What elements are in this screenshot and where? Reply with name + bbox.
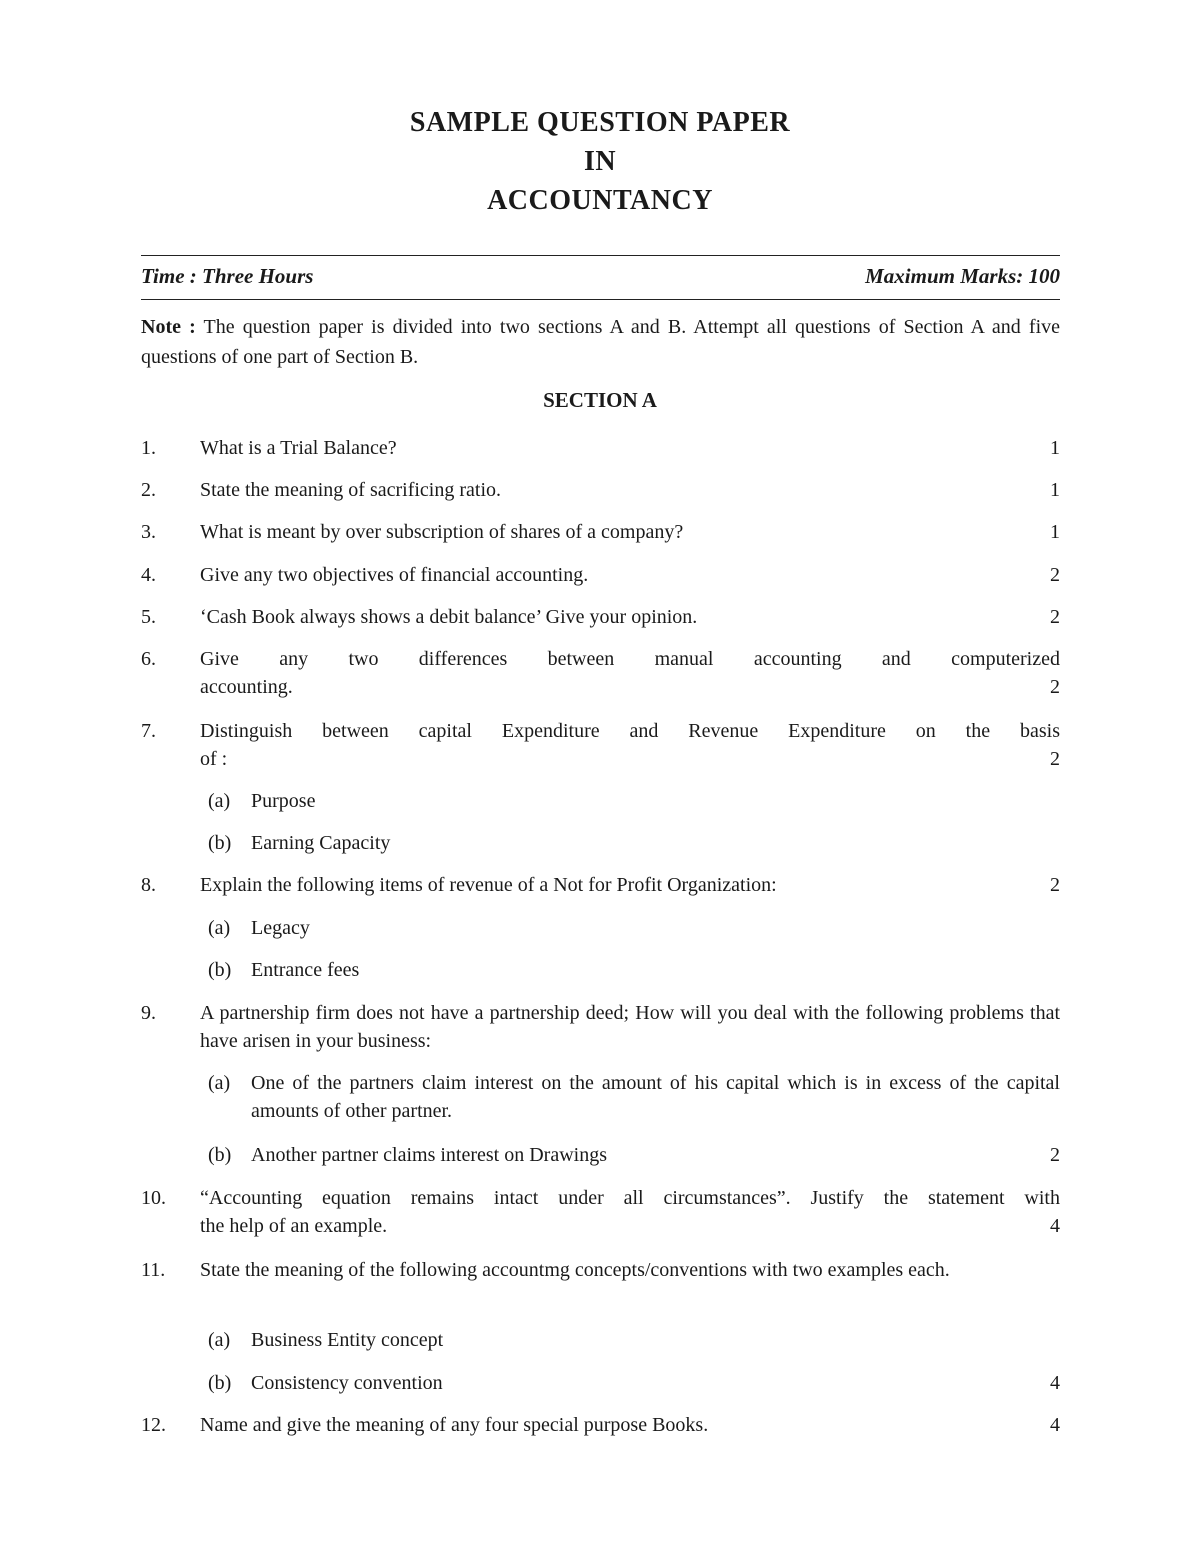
paper-title-line3: ACCOUNTANCY	[487, 185, 713, 216]
question-marks: 4	[1050, 1215, 1060, 1237]
instructions-note	[141, 312, 1060, 372]
paper-title-line1: SAMPLE QUESTION PAPER	[409, 107, 791, 138]
sub-question-text: Earning Capacity	[251, 832, 391, 854]
question-2	[141, 476, 1060, 504]
sub-question	[208, 1069, 1060, 1125]
sub-question	[208, 787, 1060, 815]
question-number: 9.	[141, 1002, 156, 1024]
question-text: State the meaning of sacrificing ratio.	[200, 479, 502, 501]
note-text: The question paper is divided into two sections A and B. Attempt all questions of Section A and five questions of one part of Section B.	[141, 316, 1061, 368]
max-marks-label: Maximum Marks: 100	[865, 264, 1060, 288]
question-text-line1: Give any two differences between manual accounting and computerized	[200, 648, 1060, 670]
question-11	[141, 1256, 1060, 1284]
question-number: 7.	[141, 720, 156, 742]
sub-question	[208, 1141, 1060, 1169]
sub-question-marks: 2	[1050, 1144, 1060, 1166]
question-number: 5.	[141, 606, 156, 628]
question-marks: 2	[1050, 606, 1060, 628]
question-number: 4.	[141, 564, 156, 586]
sub-question-label: (b)	[208, 1372, 232, 1394]
question-number: 12.	[141, 1414, 166, 1436]
question-number: 11.	[141, 1259, 166, 1281]
sub-question-text: One of the partners claim interest on the amount of his capital which is in excess of the capital amounts of other partner.	[251, 1072, 1060, 1122]
question-text-line1: “Accounting equation remains intact under all circumstances”. Justify the statement with	[200, 1187, 1060, 1209]
question-marks: 2	[1050, 564, 1060, 586]
question-1	[141, 434, 1060, 462]
question-9	[141, 999, 1060, 1055]
question-text: What is meant by over subscription of shares of a company?	[200, 521, 684, 543]
sub-question-text: Business Entity concept	[251, 1329, 444, 1351]
sub-question	[208, 956, 1060, 984]
sub-question-text: Legacy	[251, 917, 310, 939]
question-text: State the meaning of the following accountmg concepts/conventions with two examples each.	[200, 1259, 950, 1281]
sub-question	[208, 1369, 1060, 1397]
question-marks: 1	[1050, 437, 1060, 459]
sub-question-label: (b)	[208, 832, 232, 854]
top-rule	[141, 255, 1060, 256]
bottom-rule	[141, 299, 1060, 300]
sub-question-text: Entrance fees	[251, 959, 360, 981]
sub-question-text: Another partner claims interest on Drawings	[251, 1144, 608, 1166]
question-text-line2: the help of an example.	[200, 1215, 388, 1237]
question-marks: 2	[1050, 874, 1060, 896]
question-number: 3.	[141, 521, 156, 543]
question-number: 6.	[141, 648, 156, 670]
question-3	[141, 518, 1060, 546]
question-marks: 1	[1050, 479, 1060, 501]
question-marks: 4	[1050, 1414, 1060, 1436]
question-10	[141, 1184, 1060, 1240]
question-text: Name and give the meaning of any four special purpose Books.	[200, 1414, 709, 1436]
question-number: 10.	[141, 1187, 166, 1209]
question-5	[141, 603, 1060, 631]
question-number: 8.	[141, 874, 156, 896]
question-text-line2: of :	[200, 748, 228, 770]
question-number: 1.	[141, 437, 156, 459]
sub-question	[208, 1326, 1060, 1354]
sub-question-text: Consistency convention	[251, 1372, 443, 1394]
sub-question-label: (b)	[208, 1144, 232, 1166]
question-text: ‘Cash Book always shows a debit balance’ Give your opinion.	[200, 606, 698, 628]
sub-question-label: (b)	[208, 959, 232, 981]
question-4	[141, 561, 1060, 589]
sub-question-text: Purpose	[251, 790, 316, 812]
question-marks: 2	[1050, 676, 1060, 698]
question-number: 2.	[141, 479, 156, 501]
sub-question	[208, 829, 1060, 857]
question-12	[141, 1411, 1060, 1439]
question-text: What is a Trial Balance?	[200, 437, 397, 459]
question-text: Explain the following items of revenue of a Not for Profit Organization:	[200, 874, 777, 896]
question-text-line2: accounting.	[200, 676, 293, 698]
question-marks: 1	[1050, 521, 1060, 543]
question-text: A partnership firm does not have a partnership deed; How will you deal with the following problems that have arisen in your business:	[200, 1002, 1060, 1052]
time-label: Time : Three Hours	[141, 264, 314, 288]
question-text: Give any two objectives of financial accounting.	[200, 564, 589, 586]
sub-question-label: (a)	[208, 1329, 231, 1351]
sub-question-marks: 4	[1050, 1372, 1060, 1394]
sub-question-label: (a)	[208, 1072, 231, 1094]
paper-title-line2: IN	[583, 146, 617, 177]
sub-question-label: (a)	[208, 917, 231, 939]
question-marks: 2	[1050, 748, 1060, 770]
note-label: Note :	[141, 316, 196, 338]
sub-question	[208, 914, 1060, 942]
question-8	[141, 871, 1060, 899]
section-a-title: SECTION A	[543, 388, 657, 412]
question-text-line1: Distinguish between capital Expenditure and Revenue Expenditure on the basis	[200, 720, 1060, 742]
sub-question-label: (a)	[208, 790, 231, 812]
question-6	[141, 645, 1060, 701]
question-7	[141, 717, 1060, 773]
